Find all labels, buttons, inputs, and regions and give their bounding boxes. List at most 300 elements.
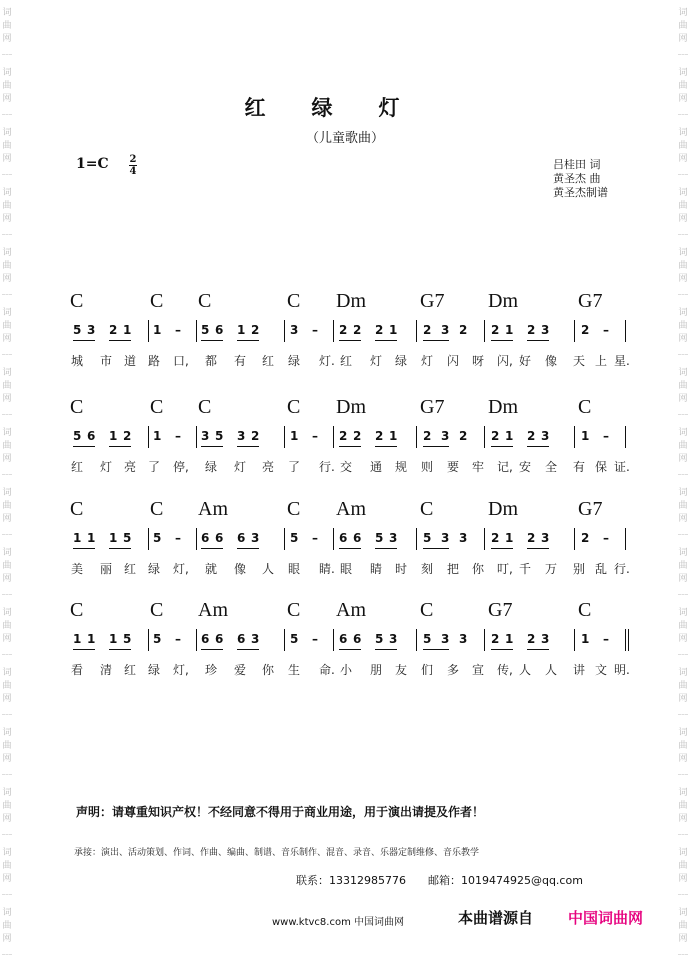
chord-row — [0, 498, 690, 520]
song-title: 红绿灯 — [244, 96, 446, 120]
watermark-char: 词 — [678, 68, 688, 78]
note: 5 — [375, 632, 384, 646]
composer: 黄圣杰 曲 — [553, 172, 601, 185]
barline — [333, 629, 334, 651]
barline — [416, 528, 417, 550]
note: 2 — [339, 323, 348, 337]
note: 2 — [527, 632, 536, 646]
eighth-beam — [73, 548, 95, 549]
note: 6 — [215, 632, 224, 646]
watermark-divider — [2, 54, 12, 55]
watermark-char: 词 — [2, 788, 12, 798]
note: 5 — [73, 429, 82, 443]
note: 2 — [491, 531, 500, 545]
eighth-beam — [339, 649, 361, 650]
watermark-char: 曲 — [678, 201, 688, 211]
lyric-syllable: 珍 — [205, 663, 218, 677]
note: 6 — [339, 632, 348, 646]
chord-symbol: C — [70, 498, 84, 520]
watermark-divider — [678, 654, 688, 655]
final-barline — [625, 629, 629, 651]
note: 2 — [251, 429, 260, 443]
lyric-syllable: 红 — [124, 562, 137, 576]
note: 1 — [505, 531, 514, 545]
barline — [416, 629, 417, 651]
watermark-char: 曲 — [2, 81, 12, 91]
watermark-char: 网 — [678, 154, 688, 164]
lyric-syllable: 别 — [573, 562, 586, 576]
lyric-syllable: 闪, — [497, 354, 513, 368]
chord-symbol: C — [287, 290, 301, 312]
watermark-char: 曲 — [678, 81, 688, 91]
lyric-syllable: 亮 — [124, 460, 137, 474]
lyric-syllable: 星. — [614, 354, 630, 368]
note: 1 — [290, 429, 299, 443]
lyric-syllable: 红 — [340, 354, 353, 368]
chord-symbol: Dm — [488, 498, 518, 520]
note: 5 — [375, 531, 384, 545]
lyric-syllable: 们 — [421, 663, 434, 677]
barline — [196, 629, 197, 651]
watermark-char: 曲 — [678, 141, 688, 151]
note: 3 — [251, 632, 260, 646]
note: 1 — [87, 531, 96, 545]
lyric-syllable: 牢 — [472, 460, 485, 474]
watermark-char: 曲 — [678, 801, 688, 811]
lyric-syllable: 都 — [205, 354, 218, 368]
chord-symbol: C — [578, 599, 592, 621]
barline — [333, 426, 334, 448]
phone: 联系：13312985776 — [296, 874, 406, 887]
barline — [416, 320, 417, 342]
watermark-divider — [2, 774, 12, 775]
time-bottom: 4 — [129, 166, 137, 177]
watermark-char: 词 — [678, 368, 688, 378]
lyric-syllable: 友 — [395, 663, 408, 677]
watermark-char: 网 — [2, 934, 12, 944]
note: 2 — [375, 429, 384, 443]
watermark-char: 网 — [678, 214, 688, 224]
watermark-char: 网 — [2, 814, 12, 824]
eighth-beam — [527, 548, 549, 549]
lyric-syllable: 眼 — [288, 562, 301, 576]
lyric-syllable: 把 — [447, 562, 460, 576]
lyric-syllable: 好 — [519, 354, 532, 368]
watermark-char: 词 — [2, 668, 12, 678]
watermark-char: 网 — [2, 454, 12, 464]
watermark-char: 词 — [2, 548, 12, 558]
eighth-beam — [237, 548, 259, 549]
lyric-syllable: 传, — [497, 663, 513, 677]
eighth-beam — [423, 446, 449, 447]
watermark-char: 网 — [678, 34, 688, 44]
watermark-char: 曲 — [678, 561, 688, 571]
lyric-syllable: 清 — [100, 663, 113, 677]
note: 2 — [423, 323, 432, 337]
barline — [625, 320, 626, 342]
lyric-syllable: 灯 — [370, 354, 383, 368]
eighth-beam — [339, 340, 361, 341]
watermark-char: 网 — [2, 394, 12, 404]
lyric-syllable: 口, — [173, 354, 189, 368]
lyric-syllable: 乱 — [595, 562, 608, 576]
watermark-divider — [678, 594, 688, 595]
note: 6 — [237, 531, 246, 545]
watermark-char: 网 — [678, 394, 688, 404]
chord-symbol: C — [150, 290, 164, 312]
watermark-char: 词 — [2, 428, 12, 438]
lyric-syllable: 文 — [595, 663, 608, 677]
eighth-beam — [375, 446, 397, 447]
note: 1 — [237, 323, 246, 337]
watermark-char: 词 — [2, 908, 12, 918]
eighth-beam — [201, 340, 223, 341]
watermark-char: 词 — [678, 8, 688, 18]
eighth-beam — [109, 548, 131, 549]
note: 1 — [109, 531, 118, 545]
lyric-syllable: 多 — [447, 663, 460, 677]
note: 5 — [423, 632, 432, 646]
lyric-syllable: 证. — [614, 460, 630, 474]
watermark-char: 曲 — [2, 441, 12, 451]
watermark-divider — [2, 834, 12, 835]
lyric-syllable: 灯. — [319, 354, 335, 368]
eighth-beam — [527, 446, 549, 447]
note: 3 — [541, 632, 550, 646]
note: 2 — [491, 632, 500, 646]
barline — [574, 320, 575, 342]
watermark-char: 曲 — [2, 921, 12, 931]
note: – — [603, 323, 609, 337]
watermark-char: 词 — [678, 188, 688, 198]
eighth-beam — [237, 649, 259, 650]
lyric-syllable: 绿 — [395, 354, 408, 368]
note: 3 — [541, 429, 550, 443]
lyric-row — [0, 458, 690, 476]
note: 2 — [581, 323, 590, 337]
note: 2 — [581, 531, 590, 545]
note: 5 — [153, 531, 162, 545]
eighth-beam — [375, 649, 397, 650]
lyricist: 吕桂田 词 — [553, 158, 601, 171]
lyric-syllable: 保 — [595, 460, 608, 474]
eighth-beam — [375, 340, 397, 341]
watermark-char: 网 — [678, 574, 688, 584]
note: 2 — [123, 429, 132, 443]
chord-symbol: C — [150, 599, 164, 621]
note: 1 — [153, 323, 162, 337]
note: 2 — [459, 429, 468, 443]
lyric-syllable: 你 — [262, 663, 275, 677]
watermark-char: 词 — [2, 728, 12, 738]
barline — [574, 528, 575, 550]
watermark-char: 词 — [2, 848, 12, 858]
song-subtitle: （儿童歌曲） — [305, 131, 384, 146]
lyric-syllable: 绿 — [205, 460, 218, 474]
note: 3 — [441, 632, 450, 646]
lyric-syllable: 你 — [472, 562, 485, 576]
note: 5 — [290, 531, 299, 545]
note-row — [0, 632, 690, 654]
note-row — [0, 323, 690, 345]
chord-symbol: C — [420, 599, 434, 621]
note: 2 — [459, 323, 468, 337]
note: 1 — [109, 429, 118, 443]
note: 1 — [153, 429, 162, 443]
watermark-divider — [2, 594, 12, 595]
lyric-syllable: 通 — [370, 460, 383, 474]
lyric-syllable: 灯, — [173, 562, 189, 576]
watermark-char: 词 — [678, 248, 688, 258]
barline — [284, 629, 285, 651]
note: 2 — [491, 429, 500, 443]
barline — [333, 320, 334, 342]
watermark-char: 词 — [678, 908, 688, 918]
lyric-syllable: 时 — [395, 562, 408, 576]
watermark-divider — [678, 714, 688, 715]
note: 3 — [290, 323, 299, 337]
note: 2 — [423, 429, 432, 443]
lyric-syllable: 灯 — [100, 460, 113, 474]
services-line: 承接：演出、活动策划、作词、作曲、编曲、制谱、音乐制作、混音、录音、乐器定制维修、音乐教学 — [74, 848, 480, 858]
lyric-syllable: 则 — [421, 460, 434, 474]
lyric-syllable: 全 — [545, 460, 558, 474]
chord-symbol: C — [198, 290, 212, 312]
chord-symbol: C — [287, 396, 301, 418]
note: 1 — [389, 323, 398, 337]
site-link[interactable]: www.ktvc8.com 中国词曲网 — [272, 917, 405, 928]
note: 1 — [87, 632, 96, 646]
watermark-char: 网 — [678, 94, 688, 104]
lyric-syllable: 灯 — [421, 354, 434, 368]
note: 6 — [353, 531, 362, 545]
note: 1 — [73, 531, 82, 545]
watermark-char: 词 — [2, 8, 12, 18]
lyric-syllable: 讲 — [573, 663, 586, 677]
lyric-syllable: 灯, — [173, 663, 189, 677]
email: 邮箱：1019474925@qq.com — [427, 874, 583, 887]
watermark-char: 词 — [678, 608, 688, 618]
watermark-char: 曲 — [678, 741, 688, 751]
chord-symbol: Am — [336, 498, 366, 520]
barline — [574, 629, 575, 651]
chord-symbol: C — [70, 396, 84, 418]
barline — [484, 528, 485, 550]
watermark-char: 曲 — [678, 681, 688, 691]
note: 1 — [581, 429, 590, 443]
chord-symbol: C — [198, 396, 212, 418]
watermark-char: 词 — [2, 128, 12, 138]
watermark-divider — [2, 654, 12, 655]
lyric-syllable: 城 — [71, 354, 84, 368]
note: 6 — [215, 323, 224, 337]
eighth-beam — [73, 340, 95, 341]
note: 5 — [153, 632, 162, 646]
chord-symbol: C — [150, 498, 164, 520]
watermark-char: 网 — [678, 334, 688, 344]
watermark-char: 曲 — [2, 801, 12, 811]
eighth-beam — [109, 649, 131, 650]
watermark-char: 曲 — [2, 621, 12, 631]
eighth-beam — [491, 649, 513, 650]
watermark-char: 网 — [2, 754, 12, 764]
watermark-char: 词 — [678, 128, 688, 138]
lyric-syllable: 人 — [519, 663, 532, 677]
lyric-syllable: 停, — [173, 460, 189, 474]
note: 5 — [215, 429, 224, 443]
lyric-syllable: 安 — [519, 460, 532, 474]
watermark-char: 曲 — [2, 321, 12, 331]
eighth-beam — [109, 340, 131, 341]
chord-symbol: C — [70, 290, 84, 312]
lyric-syllable: 丽 — [100, 562, 113, 576]
watermark-char: 词 — [678, 848, 688, 858]
chord-symbol: G7 — [420, 396, 445, 418]
watermark-char: 词 — [678, 308, 688, 318]
note: 2 — [339, 429, 348, 443]
note: – — [312, 632, 318, 646]
eighth-beam — [73, 446, 95, 447]
chord-row — [0, 396, 690, 418]
barline — [196, 528, 197, 550]
note: 3 — [87, 323, 96, 337]
eighth-beam — [375, 548, 397, 549]
watermark-char: 网 — [2, 154, 12, 164]
watermark-char: 曲 — [678, 21, 688, 31]
watermark-char: 网 — [2, 694, 12, 704]
chord-symbol: Dm — [336, 396, 366, 418]
note: 3 — [237, 429, 246, 443]
watermark-char: 曲 — [678, 441, 688, 451]
lyric-row — [0, 352, 690, 370]
watermark-char: 网 — [678, 274, 688, 284]
lyric-syllable: 像 — [234, 562, 247, 576]
watermark-char: 词 — [678, 728, 688, 738]
lyric-syllable: 看 — [71, 663, 84, 677]
eighth-beam — [109, 446, 131, 447]
lyric-syllable: 呀 — [472, 354, 485, 368]
watermark-char: 词 — [2, 68, 12, 78]
barline — [196, 426, 197, 448]
eighth-beam — [201, 649, 223, 650]
note-row — [0, 429, 690, 451]
lyric-syllable: 红 — [124, 663, 137, 677]
watermark-char: 网 — [2, 634, 12, 644]
lyric-syllable: 朋 — [370, 663, 383, 677]
barline — [484, 426, 485, 448]
eighth-beam — [73, 649, 95, 650]
lyric-syllable: 小 — [340, 663, 353, 677]
note: 2 — [527, 323, 536, 337]
watermark-char: 曲 — [678, 261, 688, 271]
watermark-char: 网 — [2, 34, 12, 44]
note: 6 — [237, 632, 246, 646]
watermark-divider — [678, 834, 688, 835]
eighth-beam — [237, 446, 259, 447]
watermark-divider — [2, 714, 12, 715]
lyric-syllable: 路 — [148, 354, 161, 368]
note: 1 — [73, 632, 82, 646]
barline — [196, 320, 197, 342]
watermark-char: 曲 — [2, 861, 12, 871]
watermark-divider — [2, 234, 12, 235]
chord-symbol: C — [578, 396, 592, 418]
lyric-syllable: 叮, — [497, 562, 513, 576]
lyric-syllable: 生 — [288, 663, 301, 677]
lyric-syllable: 人 — [545, 663, 558, 677]
chord-row — [0, 599, 690, 621]
watermark-char: 网 — [678, 814, 688, 824]
note: – — [603, 531, 609, 545]
watermark-char: 曲 — [678, 921, 688, 931]
watermark-char: 词 — [2, 368, 12, 378]
watermark-char: 曲 — [2, 501, 12, 511]
note: 2 — [353, 323, 362, 337]
watermark-char: 网 — [2, 874, 12, 884]
eighth-beam — [423, 340, 449, 341]
lyric-syllable: 交 — [340, 460, 353, 474]
lyric-syllable: 灯 — [234, 460, 247, 474]
note: 6 — [339, 531, 348, 545]
note: 2 — [109, 323, 118, 337]
watermark-char: 曲 — [2, 141, 12, 151]
note: 6 — [353, 632, 362, 646]
note: 1 — [505, 429, 514, 443]
chord-symbol: G7 — [578, 498, 603, 520]
lyric-syllable: 红 — [262, 354, 275, 368]
barline — [148, 320, 149, 342]
eighth-beam — [527, 340, 549, 341]
barline — [284, 426, 285, 448]
chord-symbol: C — [287, 599, 301, 621]
brand-name[interactable]: 中国词曲网 — [568, 909, 644, 927]
note: – — [312, 531, 318, 545]
barline — [625, 426, 626, 448]
barline — [284, 320, 285, 342]
watermark-char: 曲 — [2, 21, 12, 31]
lyric-syllable: 道 — [124, 354, 137, 368]
watermark-divider — [678, 54, 688, 55]
lyric-syllable: 市 — [100, 354, 113, 368]
note: 3 — [389, 531, 398, 545]
chord-symbol: G7 — [488, 599, 513, 621]
eighth-beam — [423, 548, 449, 549]
chord-symbol: C — [70, 599, 84, 621]
note: 5 — [123, 632, 132, 646]
eighth-beam — [491, 446, 513, 447]
note: 6 — [87, 429, 96, 443]
note: 5 — [201, 323, 210, 337]
lyric-syllable: 了 — [288, 460, 301, 474]
chord-symbol: C — [287, 498, 301, 520]
note: 6 — [201, 632, 210, 646]
barline — [574, 426, 575, 448]
chord-symbol: Am — [198, 599, 228, 621]
lyric-syllable: 了 — [148, 460, 161, 474]
watermark-char: 曲 — [2, 201, 12, 211]
lyric-syllable: 天 — [573, 354, 586, 368]
note: 1 — [505, 632, 514, 646]
watermark-char: 词 — [2, 188, 12, 198]
barline — [284, 528, 285, 550]
barline — [333, 528, 334, 550]
note: 5 — [73, 323, 82, 337]
watermark-divider — [678, 894, 688, 895]
lyric-syllable: 闪 — [447, 354, 460, 368]
chord-symbol: Dm — [336, 290, 366, 312]
lyric-syllable: 命. — [319, 663, 335, 677]
eighth-beam — [491, 548, 513, 549]
